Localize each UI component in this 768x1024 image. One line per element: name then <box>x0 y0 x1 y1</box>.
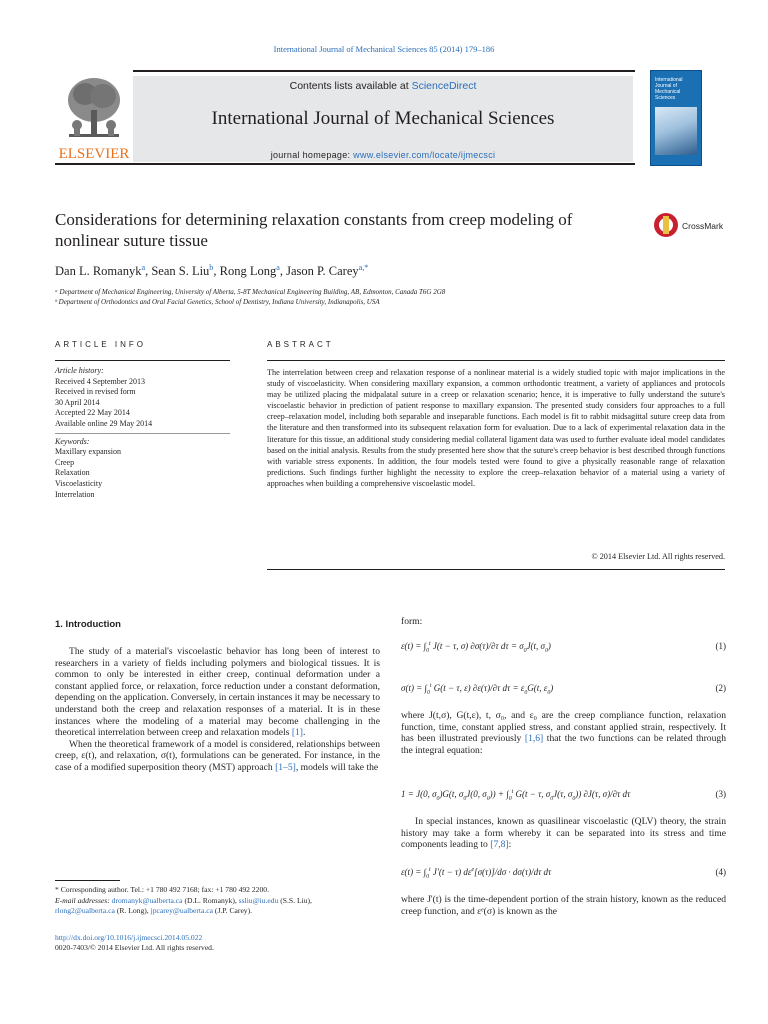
body-text: that the two functions can be related through the integral equation: <box>401 733 726 756</box>
form-text: form: <box>401 616 423 627</box>
affiliation-a: ᵃ Department of Mechanical Engineering, University of Alberta, 5-8T Mechanical Engineering Building, AB, Edmonton, Canada T6G 2G8 <box>55 288 446 296</box>
equation-number: (3) <box>715 789 726 799</box>
email-owner: (R. Long), <box>114 906 151 915</box>
body-text: In special instances, known as quasilinear viscoelastic (QLV) theory, the strain history may take a form whereby it can be separated into its stress and time components leading to <box>401 816 726 851</box>
author-affil-mark[interactable]: b <box>209 263 214 272</box>
author-list: Dan L. Romanyk$^a$, Sean S. Liu$^b$, Rong Long$^a$, Jason P. Carey$^{a,*}$ <box>55 263 369 279</box>
equation-number: (1) <box>715 641 726 651</box>
header-rule-top <box>55 70 635 72</box>
abstract-text: The interrelation between creep and relaxation response of a nonlinear material is a widely studied topic with major implications in the study of viscoelasticity. When considering maxillary expansion, a common orthodontic treatment, a variety of appliances and protocols may be utilized placing the midpalatal suture in a creep or relaxation scenario; hence, it is imperative to fully understand the suture's viscoelastic behavior in prediction of patient response to maxillary expansion. The presented study considers four approaches to a full creep–relaxation model, including both separable and inseparable functions. Each model is fit to rabbit midsagittal suture creep data from the literature and then transformed into its subsequent relaxation form for evaluation. Due to a lack of experimental relaxation data in the literature for this tissue, an additional study considering medial collateral ligament data was used to further evaluate ideal model candidates based on the initial analysis. Results from the study presented here show that the suture's creep behavior is best described through functions with variable stress exponents. In addition, the four models tested were found to give a physically reasonable range of relaxation predictions. Such findings further highlight the necessity to explore the creep–relaxation behavior of a material using a variety of approaches when building a comprehensive viscoelastic model. <box>267 368 725 488</box>
author-name[interactable]: Jason P. Carey <box>286 264 359 279</box>
intro-text: When the theoretical framework of a model is considered, relationships between creep, ε(t), and relaxation, σ(t), formulations can be generated. For instance, in the case of a modified superposition theory (MST) approach <box>55 738 380 773</box>
doi-link[interactable]: http://dx.doi.org/10.1016/j.ijmecsci.2014.05.022 <box>55 933 203 942</box>
qlv-paragraph <box>401 816 726 851</box>
journal-citation[interactable]: International Journal of Mechanical Sciences 85 (2014) 179–186 <box>273 44 495 54</box>
history-item: Received 4 September 2013 <box>55 376 145 386</box>
keyword: Maxillary expansion <box>55 447 121 457</box>
intro-text: , models will take the <box>295 761 379 773</box>
keyword: Creep <box>55 457 75 467</box>
where-paragraph-2: where J'(t) is the time-dependent portion of the strain history, known as the reduced creep function, and εᵉ(σ) is known as the <box>401 894 726 917</box>
issn-line: 0020-7403/© 2014 Elsevier Ltd. All rights reserved. <box>55 943 214 952</box>
elsevier-logo[interactable] <box>55 70 133 162</box>
email-owner: (D.L. Romanyk), <box>182 896 239 905</box>
abstract-copyright: © 2014 Elsevier Ltd. All rights reserved. <box>591 552 725 561</box>
intro-text: The study of a material's viscoelastic behavior has long been of interest to researchers in a variety of fields including polymers and biological tissues. It is common to only be interested in either creep, continual deformation under a constant applied force, or relaxation, force reduction under a constant deformation, depending on the application. Conversely, in certain instances it may be necessary to understand both the creep and relaxation responses of a material. It is in these instances where the modeling of a material may become challenging in the theoretical interrelation between creep and relaxation models <box>55 646 380 739</box>
email-owner: (J.P. Carey). <box>213 906 253 915</box>
email-owner: (S.S. Liu), <box>278 896 312 905</box>
homepage-label: journal homepage: <box>270 150 354 160</box>
header-rule-bottom <box>55 163 635 165</box>
crossmark-badge[interactable] <box>653 211 733 246</box>
info-divider <box>55 433 230 434</box>
history-item: Accepted 22 May 2014 <box>55 408 130 418</box>
cover-title: International Journal of Mechanical Sciences <box>655 77 683 101</box>
author-affil-mark[interactable]: a,* <box>358 263 369 272</box>
author-affil-mark[interactable]: a <box>141 263 146 272</box>
contents-line <box>133 80 633 92</box>
cover-image <box>655 107 697 155</box>
reference-link[interactable]: [1] <box>291 727 303 739</box>
email-link[interactable]: rlong2@ualberta.ca <box>55 906 115 915</box>
email-link[interactable]: jpcarey@ualberta.ca <box>150 906 214 915</box>
keywords-label: Keywords: <box>55 436 90 446</box>
author-name[interactable]: Rong Long <box>219 264 277 279</box>
equation-2: $\sigma(t) = \int_0^t$ G(t − τ, ε) ∂ε(τ)/∂τ $d\tau = \varepsilon_0G(t$, $\varepsilon_0$) (2) <box>401 683 726 696</box>
keyword: Interrelation <box>55 489 95 499</box>
body-text: where J(t,σ), G(t,ε), t, σ₀, and ε₀ are the creep compliance function, relaxation function, time, constant applied stress, and constant applied strain, respectively. It has been illustrated previously <box>401 710 726 745</box>
contents-prefix: Contents lists available at <box>289 80 412 92</box>
abstract-rule <box>267 360 725 361</box>
abstract-heading: ABSTRACT <box>267 340 334 349</box>
equation-4: $\varepsilon(t) = \int_0^t$ J′(t − τ) $d\varepsilon^e[\sigma(\tau)]/d\sigma \cdot d\sigma(\tau)/d\tau$ dτ (4) <box>401 867 726 880</box>
author-name[interactable]: Dan L. Romanyk <box>55 264 142 279</box>
abstract-end-rule <box>267 569 725 570</box>
equation-number: (4) <box>715 867 726 877</box>
section-heading-introduction: 1. Introduction <box>55 619 121 630</box>
email-link[interactable]: ssliu@iu.edu <box>238 896 279 905</box>
reference-link[interactable]: [7,8] <box>490 839 509 851</box>
article-info-rule <box>55 360 230 361</box>
keyword: Relaxation <box>55 468 90 478</box>
article-info-box <box>55 366 230 500</box>
history-label: Article history: <box>55 366 104 375</box>
article-title: Considerations for determining relaxation constants from creep modeling of nonlinear suture tissue <box>55 210 573 250</box>
author-name[interactable]: Sean S. Liu <box>151 264 210 279</box>
body-text: : <box>508 839 512 851</box>
homepage-link[interactable]: www.elsevier.com/locate/ijmecsci <box>353 150 496 160</box>
article-info-heading: ARTICLE INFO <box>55 340 146 349</box>
where-paragraph-1 <box>401 710 726 756</box>
homepage-line <box>133 150 633 160</box>
history-item: Available online 29 May 2014 <box>55 418 153 428</box>
crossmark-label: CrossMark <box>682 221 724 231</box>
journal-title: International Journal of Mechanical Sciences <box>211 108 555 129</box>
intro-body <box>55 646 380 774</box>
intro-paragraph: The study of a material's viscoelastic behavior has long been of interest to researchers in a variety of fields including polymers and biological tissues. It is common to only be interested in either creep, continual deformation under a constant applied force, or relaxation, force reduction under a constant deformation, depending on the application. Conversely, in certain instances it may be necessary to understand both the creep and relaxation responses of a material. It is in these instances where the modeling of a material may become challenging in the theoretical interrelation between creep and relaxation models [1]. <box>55 646 380 739</box>
email-link[interactable]: dromanyk@ualberta.ca <box>111 896 183 905</box>
corresponding-footnote: * Corresponding author. Tel.: +1 780 492 7168; fax: +1 780 492 2200. <box>55 885 269 894</box>
history-item: Received in revised form <box>55 387 136 397</box>
email-label: E-mail addresses: <box>55 896 112 905</box>
reference-link[interactable]: [1,6] <box>524 733 544 745</box>
equation-3: 1 = J(0, $\sigma_0)G(t$, $\sigma_0J(0$, $\sigma_0)) + \int_0^t$ G(t − τ, $\sigma_0J(\tau$, $\sigma_0$)) ∂J(τ, σ)/∂τ dτ (3) <box>401 789 726 802</box>
publisher-name: ELSEVIER <box>58 146 130 162</box>
equation-1: $\varepsilon(t) = \int_0^t$ J(t − τ, σ) ∂σ(τ)/∂τ $d\tau = \sigma_0J(t$, $\sigma_0$) (1) <box>401 641 726 654</box>
email-footnote <box>55 896 380 916</box>
keyword: Viscoelasticity <box>55 478 103 488</box>
journal-cover[interactable] <box>650 70 702 166</box>
reference-link[interactable]: [1–5] <box>275 761 296 773</box>
sciencedirect-link[interactable]: ScienceDirect <box>411 80 477 92</box>
author-affil-mark[interactable]: a <box>276 263 280 272</box>
footnote-rule <box>55 880 120 881</box>
affiliation-b: ᵇ Department of Orthodontics and Oral Facial Genetics, School of Dentistry, Indiana University, Indianapolis, USA <box>55 298 380 306</box>
history-item: 30 April 2014 <box>55 397 100 407</box>
equation-number: (2) <box>715 683 726 693</box>
intro-paragraph <box>55 739 380 774</box>
